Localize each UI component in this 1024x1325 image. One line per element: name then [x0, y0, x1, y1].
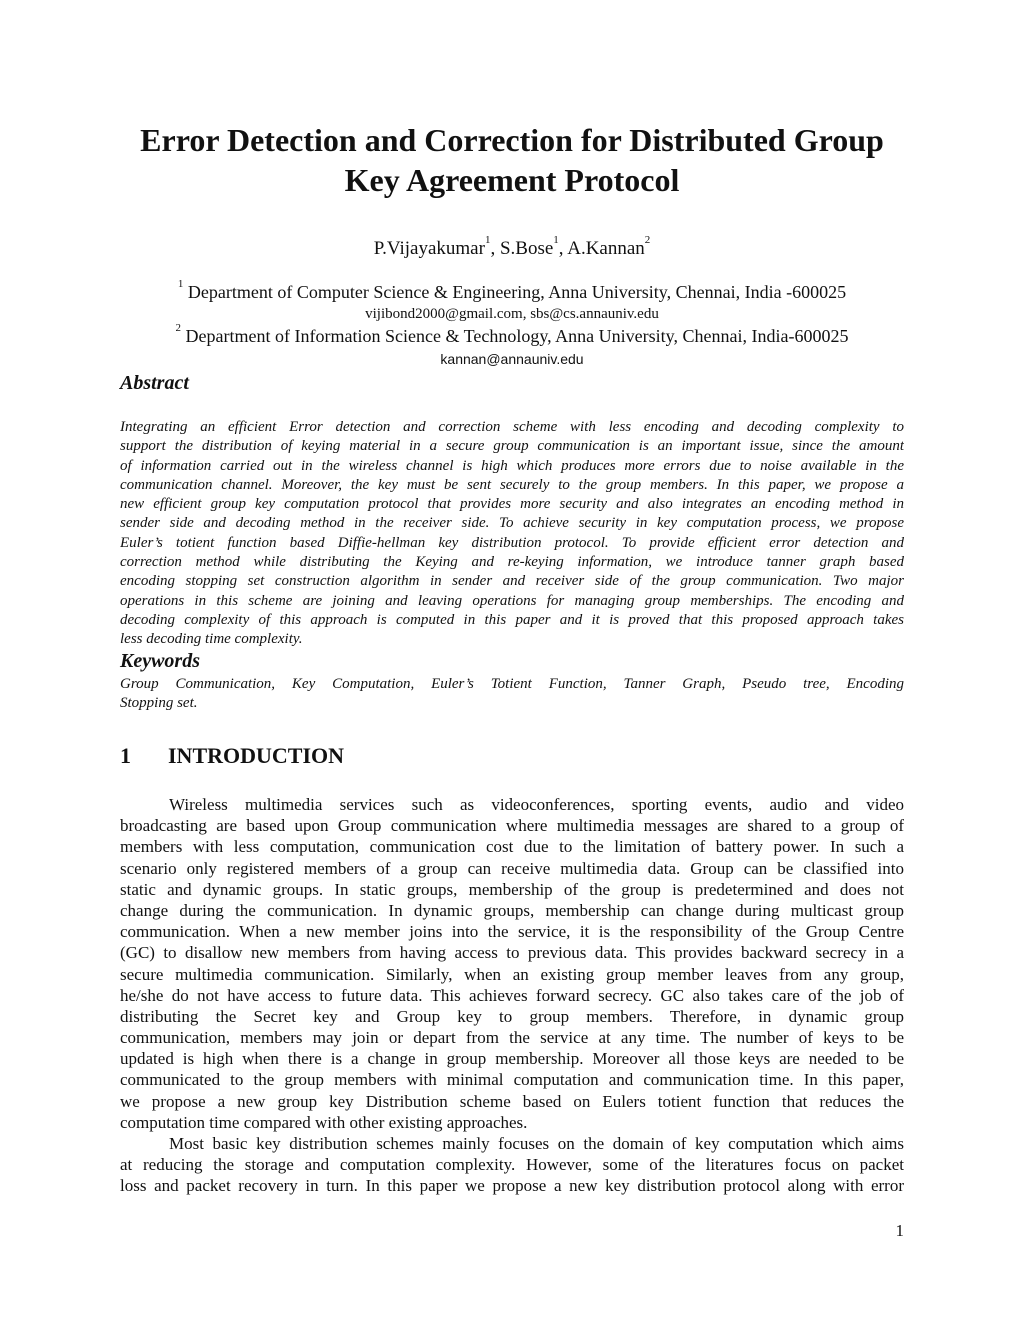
- keywords-heading: Keywords: [120, 650, 200, 672]
- text-line: Wireless multimedia services such as videoconferences, sporting events, audio and video: [169, 795, 904, 814]
- text-line: distributing the Secret key and Group key to group members. Therefore, in dynamic group: [120, 1006, 904, 1026]
- author-affil-mark: 1: [553, 234, 559, 246]
- title-line: Error Detection and Correction for Distributed Group: [140, 122, 884, 158]
- text-line: less decoding time complexity.: [120, 631, 303, 648]
- text-line: decoding complexity of this approach is computed in this paper and it is proved that this proposed approach takes: [120, 611, 904, 628]
- text-line: correction method while distributing the Keying and re-keying information, we introduce tanner graph based: [120, 554, 904, 571]
- text-line: communicated to the group members with minimal computation and communication time. In this paper,: [120, 1070, 904, 1090]
- section-title: INTRODUCTION: [168, 743, 345, 768]
- text-line: (GC) to disallow new members from having access to previous data. This provides backward secrecy in a: [120, 943, 904, 963]
- author-name: S.Bose: [499, 238, 554, 259]
- text-line: members with less computation, communication cost due to the limitation of battery power. In such a: [120, 837, 904, 857]
- text-line: Euler’s totient function based Diffie-hellman key distribution protocol. To provide efficient error detection and: [120, 534, 904, 551]
- affiliation-2-email: kannan@annauniv.edu: [440, 351, 584, 367]
- text-line: static and dynamic groups. In static groups, membership of the group is predetermined and does not: [120, 879, 904, 899]
- text-line: encoding stopping set construction algorithm in sender and receiver side of the group communication. Two major: [120, 573, 904, 590]
- affil-mark: 2: [175, 322, 182, 334]
- text-line: secure multimedia communication. Similarly, when an existing group member leaves from any group,: [120, 964, 904, 984]
- text-line: communication. When a new member joins into the service, it is the responsibility of the Group Centre: [120, 922, 904, 942]
- text-line: at reducing the storage and computation complexity. However, some of the literatures focus on packet: [120, 1155, 904, 1175]
- text-line: broadcasting are based upon Group communication where multimedia messages are shared to a group of: [120, 816, 904, 836]
- section-number: 1: [120, 743, 131, 768]
- affil-text: Department of Computer Science & Engineering, Anna University, Chennai, India -600025: [187, 282, 847, 302]
- section-heading-introduction: [120, 743, 344, 769]
- text-line: support the distribution of keying material in a secure group communication is an important issue, since the amount: [120, 438, 904, 455]
- text-line: of information carried out in the wireless channel is high which produces more errors due to noise available in the: [120, 457, 904, 474]
- keywords-body: [120, 675, 904, 714]
- affiliation-1: [0, 278, 1024, 303]
- text-line: change during the communication. In dynamic groups, membership can change during multicast group: [120, 900, 904, 920]
- text-line: new efficient group key computation protocol that provides more security and also integrates an encoding method in: [120, 496, 904, 513]
- text-line: he/she do not have access to future data. This achieves forward secrecy. GC also takes care of the job of: [120, 985, 904, 1005]
- affiliation-2: [0, 322, 1024, 347]
- affil-text: Department of Information Science & Technology, Anna University, Chennai, India-600025: [185, 326, 849, 346]
- paragraph: [120, 1133, 904, 1197]
- author-name: P.Vijayakumar: [373, 238, 485, 259]
- text-line: sender side and decoding method in the receiver side. To achieve security in key computation process, we propose: [120, 515, 904, 532]
- abstract-heading: Abstract: [120, 372, 189, 394]
- text-line: updated is high when there is a change in group membership. Moreover all those keys are needed to be: [120, 1049, 904, 1069]
- text-line: loss and packet recovery in turn. In this paper we propose a new key distribution protocol along with error: [120, 1176, 904, 1196]
- text-line: we propose a new group key Distribution scheme based on Eulers totient function that reduces the: [120, 1091, 904, 1111]
- text-line: Stopping set.: [120, 695, 198, 712]
- text-line: computation time compared with other existing approaches.: [120, 1112, 528, 1132]
- author-name: A.Kannan: [567, 238, 645, 259]
- page-number: 1: [895, 1221, 904, 1240]
- text-line: Integrating an efficient Error detection and correction scheme with less encoding and decoding complexity to: [120, 419, 904, 435]
- text-line: communication, members may join or depart from the service at any time. The number of keys to be: [120, 1028, 904, 1048]
- affil-mark: 1: [177, 278, 184, 290]
- paper-title: [0, 120, 1024, 200]
- text-line: operations in this scheme are joining and leaving operations for managing group memberships. The encoding and: [120, 592, 904, 609]
- introduction-body: [120, 794, 904, 1197]
- author-affil-mark: 2: [644, 234, 651, 246]
- paragraph: [120, 794, 904, 1133]
- text-line: Most basic key distribution schemes mainly focuses on the domain of key computation which aims: [169, 1134, 904, 1153]
- author-affil-mark: 1: [484, 234, 491, 246]
- author-list: [0, 234, 1024, 260]
- text-line: scenario only registered members of a group can receive multimedia data. Group can be classified into: [120, 858, 904, 878]
- text-line: communication channel. Moreover, the key must be sent securely to the group members. In this paper, we propose a: [120, 476, 904, 493]
- abstract-body: [120, 418, 904, 650]
- title-line: Key Agreement Protocol: [344, 162, 680, 198]
- separator: ,: [558, 238, 568, 259]
- affiliation-1-email: vijibond2000@gmail.com, sbs@cs.annauniv.edu: [365, 306, 659, 322]
- text-line: Group Communication, Key Computation, Euler’s Totient Function, Tanner Graph, Pseudo tree, Encoding: [120, 676, 904, 692]
- separator: ,: [490, 238, 500, 259]
